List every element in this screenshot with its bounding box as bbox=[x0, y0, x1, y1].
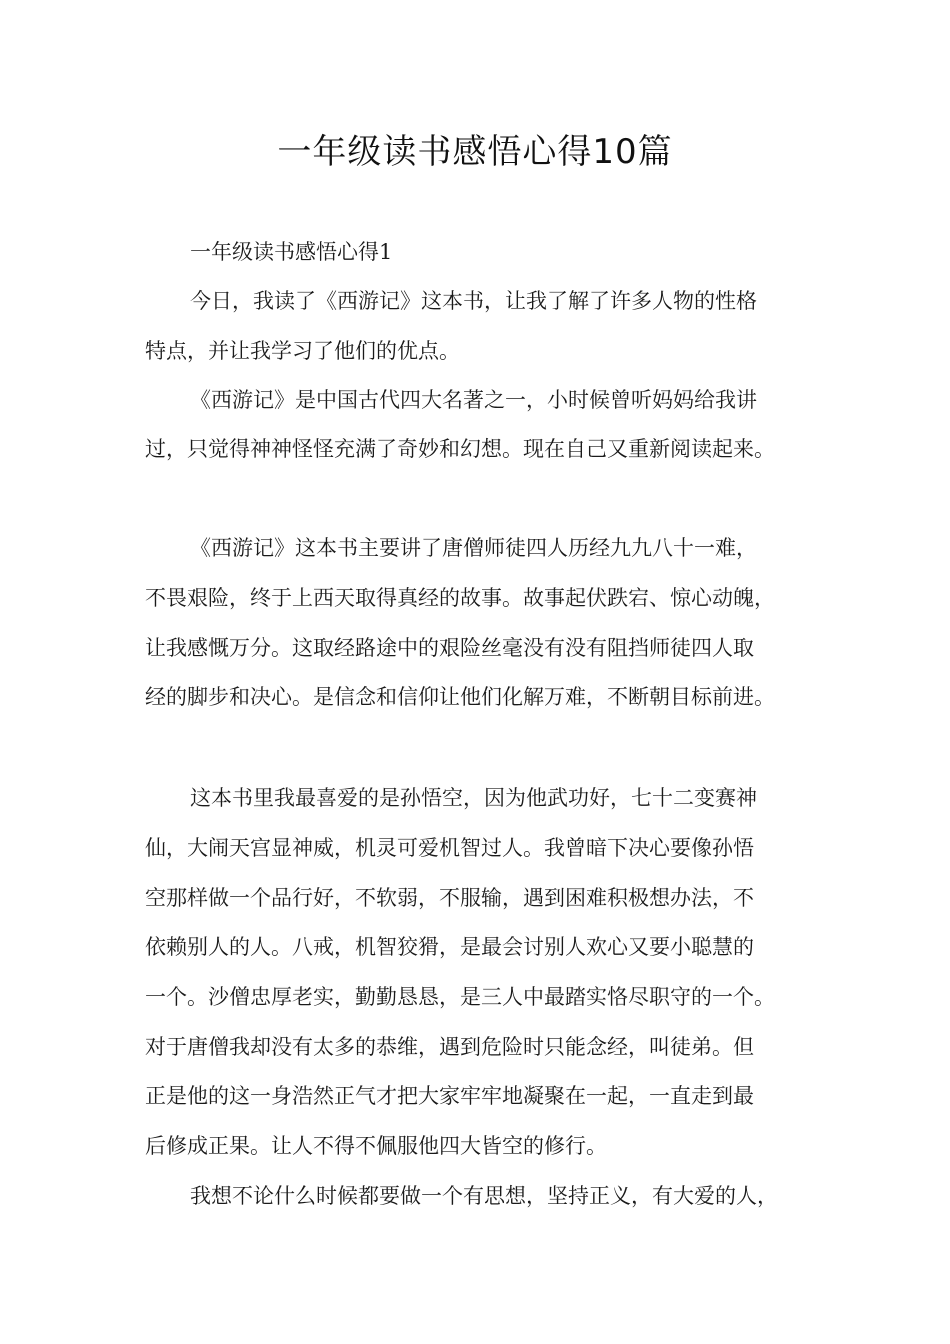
paragraph-line: 正是他的这一身浩然正气才把大家牢牢地凝聚在一起，一直走到最 bbox=[145, 1084, 754, 1108]
paragraph-line: 仙，大闹天宫显神威，机灵可爱机智过人。我曾暗下决心要像孙悟 bbox=[145, 836, 754, 860]
document-title: 一年级读书感悟心得10篇 bbox=[277, 132, 673, 172]
paragraph-line: 一个。沙僧忠厚老实，勤勤恳恳，是三人中最踏实恪尽职守的一个。 bbox=[145, 985, 775, 1009]
paragraph-line: 《西游记》是中国古代四大名著之一，小时候曾听妈妈给我讲 bbox=[190, 388, 757, 412]
paragraph-line: 不畏艰险，终于上西天取得真经的故事。故事起伏跌宕、惊心动魄， bbox=[145, 586, 775, 610]
paragraph-line: 对于唐僧我却没有太多的恭维，遇到危险时只能念经，叫徒弟。但 bbox=[145, 1035, 754, 1059]
paragraph-line: 特点，并让我学习了他们的优点。 bbox=[145, 339, 460, 363]
paragraph-line: 后修成正果。让人不得不佩服他四大皆空的修行。 bbox=[145, 1134, 607, 1158]
paragraph-line: 过，只觉得神神怪怪充满了奇妙和幻想。现在自己又重新阅读起来。 bbox=[145, 437, 775, 461]
paragraph-line: 依赖别人的人。八戒，机智狡猾，是最会讨别人欢心又要小聪慧的 bbox=[145, 935, 754, 959]
paragraph-line: 空那样做一个品行好，不软弱，不服输，遇到困难积极想办法，不 bbox=[145, 886, 754, 910]
section-heading: 一年级读书感悟心得1 bbox=[190, 240, 393, 264]
paragraph-line: 《西游记》这本书主要讲了唐僧师徒四人历经九九八十一难， bbox=[190, 536, 757, 560]
paragraph-line: 我想不论什么时候都要做一个有思想，坚持正义，有大爱的人， bbox=[190, 1184, 778, 1208]
paragraph-line: 今日，我读了《西游记》这本书，让我了解了许多人物的性格 bbox=[190, 289, 757, 313]
paragraph-line: 让我感慨万分。这取经路途中的艰险丝毫没有没有阻挡师徒四人取 bbox=[145, 636, 754, 660]
paragraph-line: 经的脚步和决心。是信念和信仰让他们化解万难，不断朝目标前进。 bbox=[145, 685, 775, 709]
paragraph-line: 这本书里我最喜爱的是孙悟空，因为他武功好，七十二变赛神 bbox=[190, 786, 757, 810]
